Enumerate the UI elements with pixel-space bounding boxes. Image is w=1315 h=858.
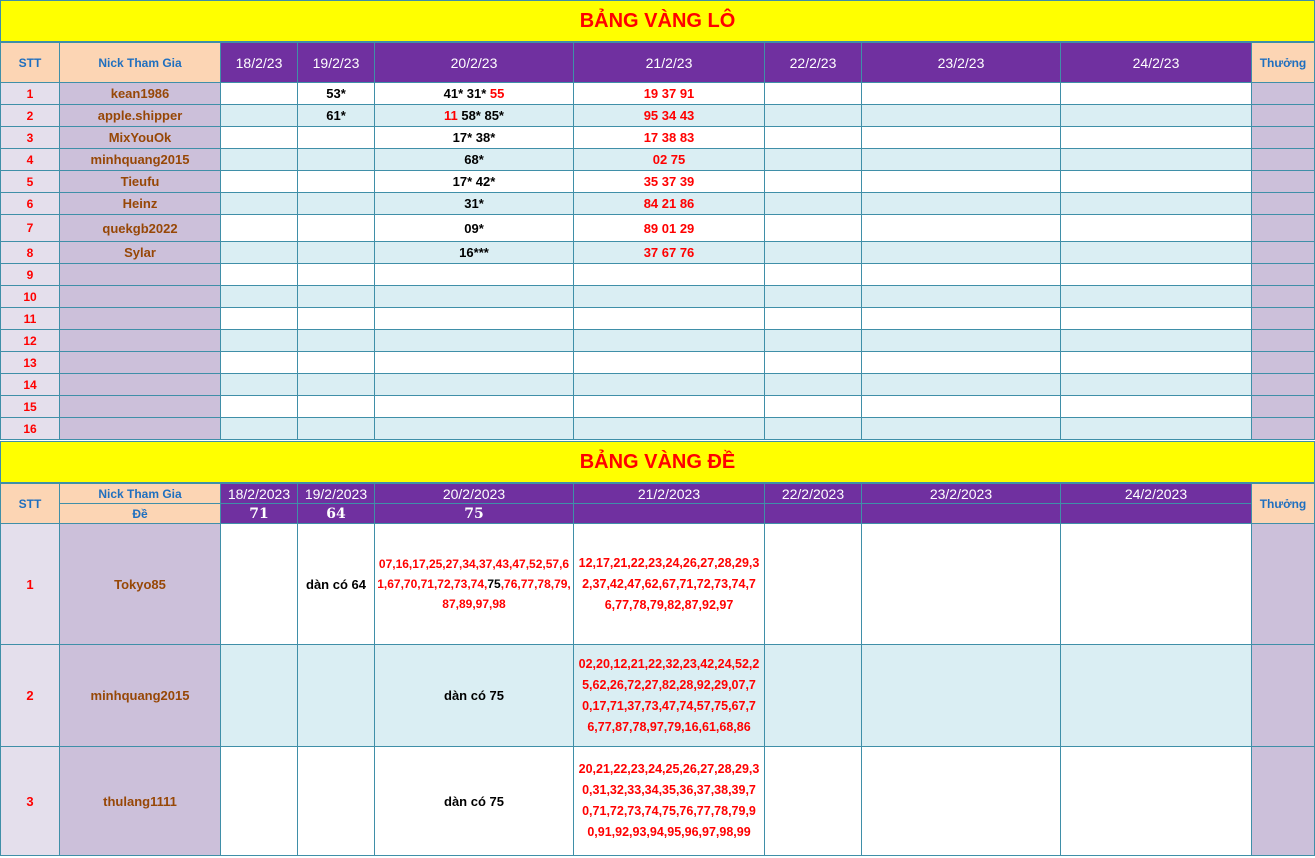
lo-cell-23 xyxy=(862,83,1061,105)
lo-table-row xyxy=(1,374,1315,396)
lo-cell-21 xyxy=(574,330,765,352)
de-number-list xyxy=(375,554,573,614)
lo-hit-number: 11 xyxy=(443,108,458,123)
lo-header-thuong: Thưởng xyxy=(1252,43,1315,83)
lo-cell-24 xyxy=(1061,215,1252,242)
lo-cell-22 xyxy=(765,127,862,149)
lo-cell-22 xyxy=(765,418,862,440)
lo-stt-cell: 11 xyxy=(1,308,60,330)
de-cell-18 xyxy=(221,747,298,856)
lo-cell-23 xyxy=(862,193,1061,215)
lo-thuong-cell xyxy=(1252,127,1315,149)
lo-cell-20 xyxy=(375,418,574,440)
de-result: 75 xyxy=(375,504,574,524)
lo-cell-22 xyxy=(765,308,862,330)
lo-thuong-cell xyxy=(1252,105,1315,127)
lo-nick-cell: kean1986 xyxy=(60,83,221,105)
lo-table-row xyxy=(1,171,1315,193)
lo-cell-24 xyxy=(1061,308,1252,330)
de-number-list-part: 07,16,17,25,27,34,37,43,47,52,57,61,67,70,71,72,73,74, xyxy=(377,557,570,591)
de-cell-23 xyxy=(862,747,1061,856)
de-header-stt: STT xyxy=(1,484,60,524)
lo-stt-cell: 2 xyxy=(1,105,60,127)
lo-cell-18 xyxy=(221,418,298,440)
de-header-date: 22/2/2023 xyxy=(765,484,862,504)
lo-title: BẢNG VÀNG LÔ xyxy=(579,9,736,32)
lo-table-row xyxy=(1,286,1315,308)
lo-cell-19 xyxy=(298,127,375,149)
lo-header-date: 24/2/23 xyxy=(1061,43,1252,83)
lo-cell-19 xyxy=(298,352,375,374)
lo-picks: 17* 38* xyxy=(452,130,496,145)
lo-cell-20 xyxy=(375,308,574,330)
lo-thuong-cell xyxy=(1252,418,1315,440)
lo-cell-23 xyxy=(862,330,1061,352)
lo-cell-18 xyxy=(221,352,298,374)
lo-cell-18 xyxy=(221,330,298,352)
lo-cell-21: 37 67 76 xyxy=(574,242,765,264)
de-result: 64 xyxy=(298,504,375,524)
lo-stt-cell: 12 xyxy=(1,330,60,352)
lo-thuong-cell xyxy=(1252,352,1315,374)
lo-header-date: 23/2/23 xyxy=(862,43,1061,83)
lo-table-row xyxy=(1,242,1315,264)
lo-cell-18 xyxy=(221,105,298,127)
lo-cell-24 xyxy=(1061,242,1252,264)
lo-cell-22 xyxy=(765,171,862,193)
lo-nick-cell: Tieufu xyxy=(60,171,221,193)
lo-nick-cell: minhquang2015 xyxy=(60,149,221,171)
lo-stt-cell: 6 xyxy=(1,193,60,215)
lo-cell-24 xyxy=(1061,171,1252,193)
lo-cell-20 xyxy=(375,352,574,374)
de-result: 71 xyxy=(221,504,298,524)
lo-cell-20 xyxy=(375,105,574,127)
lo-cell-21 xyxy=(574,308,765,330)
de-header-de-label: Đề xyxy=(60,504,221,524)
de-result xyxy=(765,504,862,524)
lo-cell-23 xyxy=(862,374,1061,396)
lo-cell-22 xyxy=(765,215,862,242)
lo-thuong-cell xyxy=(1252,149,1315,171)
lo-cell-22 xyxy=(765,83,862,105)
lo-thuong-cell xyxy=(1252,330,1315,352)
lo-stt-cell: 8 xyxy=(1,242,60,264)
de-number-list: 02,20,12,21,22,32,23,42,24,52,25,62,26,72,27,82,28,92,29,07,70,17,71,37,73,47,74,57,75,67,76,77,87,78,97,79,16,61,68,86 xyxy=(578,656,760,734)
lo-picks: 41* 31* xyxy=(443,86,490,101)
lo-cell-20 xyxy=(375,215,574,242)
lo-table-row xyxy=(1,418,1315,440)
lo-nick-cell xyxy=(60,396,221,418)
lo-nick-cell xyxy=(60,418,221,440)
lo-cell-19 xyxy=(298,242,375,264)
de-cell-21 xyxy=(574,524,765,645)
de-header-row xyxy=(1,484,1315,504)
lo-cell-22 xyxy=(765,374,862,396)
lo-cell-24 xyxy=(1061,83,1252,105)
de-stt-cell: 3 xyxy=(1,747,60,856)
lo-picks: 09* xyxy=(464,220,484,236)
lo-stt-cell: 14 xyxy=(1,374,60,396)
lo-nick-cell xyxy=(60,264,221,286)
lo-cell-19 xyxy=(298,396,375,418)
lo-header-date: 19/2/23 xyxy=(298,43,375,83)
de-header-date: 19/2/2023 xyxy=(298,484,375,504)
lo-thuong-cell xyxy=(1252,193,1315,215)
lo-cell-21: 19 37 91 xyxy=(574,83,765,105)
lo-stt-cell: 16 xyxy=(1,418,60,440)
de-cell-18 xyxy=(221,524,298,645)
de-cell-22 xyxy=(765,645,862,747)
lo-cell-23 xyxy=(862,127,1061,149)
lo-cell-18 xyxy=(221,215,298,242)
lo-table-row xyxy=(1,330,1315,352)
lo-cell-22 xyxy=(765,105,862,127)
lo-picks: 31* xyxy=(464,196,484,211)
lo-thuong-cell xyxy=(1252,264,1315,286)
lo-stt-cell: 15 xyxy=(1,396,60,418)
de-cell-23 xyxy=(862,524,1061,645)
lo-header-date: 22/2/23 xyxy=(765,43,862,83)
lo-cell-20 xyxy=(375,127,574,149)
lo-cell-19 xyxy=(298,171,375,193)
lo-cell-22 xyxy=(765,242,862,264)
de-stt-cell: 1 xyxy=(1,524,60,645)
lo-stt-cell: 9 xyxy=(1,264,60,286)
de-result xyxy=(1061,504,1252,524)
de-cell-21 xyxy=(574,747,765,856)
de-header-thuong: Thưởng xyxy=(1252,484,1315,524)
de-cell-24 xyxy=(1061,747,1252,856)
de-cell-20: dàn có 75 xyxy=(375,645,574,747)
de-nick-cell: Tokyo85 xyxy=(60,524,221,645)
lo-title-bar xyxy=(0,0,1315,42)
de-cell-19 xyxy=(298,645,375,747)
lo-cell-23 xyxy=(862,418,1061,440)
de-thuong-cell xyxy=(1252,524,1315,645)
de-cell-23 xyxy=(862,645,1061,747)
lo-cell-22 xyxy=(765,330,862,352)
lo-cell-19 xyxy=(298,193,375,215)
lo-cell-20 xyxy=(375,396,574,418)
lo-cell-21 xyxy=(574,396,765,418)
lo-cell-18 xyxy=(221,127,298,149)
lo-stt-cell: 5 xyxy=(1,171,60,193)
de-header-date: 21/2/2023 xyxy=(574,484,765,504)
lo-cell-20 xyxy=(375,264,574,286)
lo-nick-cell: quekgb2022 xyxy=(60,215,221,242)
lo-cell-21 xyxy=(574,264,765,286)
lo-cell-23 xyxy=(862,149,1061,171)
de-cell-20 xyxy=(375,524,574,645)
lo-nick-cell: apple.shipper xyxy=(60,105,221,127)
de-thuong-cell xyxy=(1252,747,1315,856)
lo-stt-cell: 3 xyxy=(1,127,60,149)
lo-cell-19 xyxy=(298,264,375,286)
lo-nick-cell: Heinz xyxy=(60,193,221,215)
lo-header-row xyxy=(1,43,1315,83)
lo-stt-cell: 4 xyxy=(1,149,60,171)
de-result xyxy=(862,504,1061,524)
de-cell-24 xyxy=(1061,645,1252,747)
lo-cell-20 xyxy=(375,83,574,105)
de-header-nick: Nick Tham Gia xyxy=(60,484,221,504)
lo-cell-23 xyxy=(862,264,1061,286)
lo-cell-18 xyxy=(221,286,298,308)
de-header-date: 24/2/2023 xyxy=(1061,484,1252,504)
lo-nick-cell xyxy=(60,330,221,352)
lo-header-nick: Nick Tham Gia xyxy=(60,43,221,83)
lo-cell-23 xyxy=(862,171,1061,193)
lo-cell-22 xyxy=(765,264,862,286)
lo-cell-21: 95 34 43 xyxy=(574,105,765,127)
lo-nick-cell: MixYouOk xyxy=(60,127,221,149)
lo-cell-21: 02 75 xyxy=(574,149,765,171)
lo-cell-18 xyxy=(221,242,298,264)
lo-nick-cell xyxy=(60,286,221,308)
lo-stt-cell: 7 xyxy=(1,215,60,242)
de-cell-19: dàn có 64 xyxy=(298,524,375,645)
de-number-list-part: ,76,77,78,79,87,89,97,98 xyxy=(442,577,571,611)
lo-cell-19 xyxy=(298,330,375,352)
lo-cell-23 xyxy=(862,352,1061,374)
de-result xyxy=(574,504,765,524)
lo-cell-24 xyxy=(1061,193,1252,215)
lo-cell-24 xyxy=(1061,105,1252,127)
lo-nick-cell xyxy=(60,308,221,330)
de-table-row xyxy=(1,524,1315,645)
lo-header-stt: STT xyxy=(1,43,60,83)
de-cell-20: dàn có 75 xyxy=(375,747,574,856)
de-table-row xyxy=(1,747,1315,856)
lo-cell-19 xyxy=(298,308,375,330)
lo-cell-24 xyxy=(1061,330,1252,352)
lo-cell-23 xyxy=(862,105,1061,127)
de-header-date: 18/2/2023 xyxy=(221,484,298,504)
lo-picks: 68* xyxy=(464,152,484,167)
lo-cell-22 xyxy=(765,396,862,418)
lo-cell-19 xyxy=(298,286,375,308)
lo-cell-23 xyxy=(862,308,1061,330)
lo-cell-21 xyxy=(574,374,765,396)
lo-cell-19 xyxy=(298,215,375,242)
de-stt-cell: 2 xyxy=(1,645,60,747)
de-cell-21 xyxy=(574,645,765,747)
de-nick-cell: thulang1111 xyxy=(60,747,221,856)
lo-cell-23 xyxy=(862,242,1061,264)
lo-cell-19: 53* xyxy=(298,83,375,105)
de-nick-cell: minhquang2015 xyxy=(60,645,221,747)
lo-table-row xyxy=(1,105,1315,127)
lo-header-date: 18/2/23 xyxy=(221,43,298,83)
lo-nick-cell xyxy=(60,352,221,374)
lo-cell-20 xyxy=(375,374,574,396)
de-table-row xyxy=(1,645,1315,747)
lo-cell-24 xyxy=(1061,127,1252,149)
lo-table-row xyxy=(1,149,1315,171)
lo-cell-18 xyxy=(221,374,298,396)
de-cell-19 xyxy=(298,747,375,856)
lo-nick-cell: Sylar xyxy=(60,242,221,264)
lo-cell-20 xyxy=(375,149,574,171)
lo-cell-21 xyxy=(574,418,765,440)
lo-cell-23 xyxy=(862,215,1061,242)
lo-stt-cell: 1 xyxy=(1,83,60,105)
lo-cell-21 xyxy=(574,286,765,308)
lo-cell-18 xyxy=(221,149,298,171)
lo-thuong-cell xyxy=(1252,242,1315,264)
de-number-list: 20,21,22,23,24,25,26,27,28,29,30,31,32,33,34,35,36,37,38,39,70,71,72,73,74,75,76,77,78,79,90,91,92,93,94,95,96,97,98,99 xyxy=(578,762,760,839)
de-header-date: 23/2/2023 xyxy=(862,484,1061,504)
lo-cell-20 xyxy=(375,171,574,193)
de-result-row xyxy=(1,504,1315,524)
lo-cell-24 xyxy=(1061,418,1252,440)
lo-cell-21: 35 37 39 xyxy=(574,171,765,193)
lo-cell-22 xyxy=(765,352,862,374)
lo-table-row xyxy=(1,308,1315,330)
de-table xyxy=(0,483,1315,856)
lo-thuong-cell xyxy=(1252,215,1315,242)
lo-cell-20 xyxy=(375,286,574,308)
lo-cell-24 xyxy=(1061,352,1252,374)
lo-cell-18 xyxy=(221,83,298,105)
lo-cell-19: 61* xyxy=(298,105,375,127)
de-cell-24 xyxy=(1061,524,1252,645)
de-hit-number: 75 xyxy=(487,577,501,591)
lo-cell-20 xyxy=(375,242,574,264)
de-title-bar xyxy=(0,441,1315,483)
lo-table-row xyxy=(1,264,1315,286)
de-cell-18 xyxy=(221,645,298,747)
lo-cell-24 xyxy=(1061,149,1252,171)
lo-cell-21 xyxy=(574,352,765,374)
lo-thuong-cell xyxy=(1252,374,1315,396)
lo-cell-24 xyxy=(1061,264,1252,286)
lo-table-row xyxy=(1,215,1315,242)
lo-cell-21: 89 01 29 xyxy=(574,215,765,242)
lo-header-date: 21/2/23 xyxy=(574,43,765,83)
lo-cell-18 xyxy=(221,396,298,418)
lo-cell-22 xyxy=(765,149,862,171)
lo-stt-cell: 13 xyxy=(1,352,60,374)
lo-cell-19 xyxy=(298,149,375,171)
lo-nick-cell xyxy=(60,374,221,396)
lo-thuong-cell xyxy=(1252,308,1315,330)
lo-cell-20 xyxy=(375,330,574,352)
lo-cell-23 xyxy=(862,286,1061,308)
de-cell-22 xyxy=(765,524,862,645)
lo-picks: 58* 85* xyxy=(457,108,504,123)
lo-cell-23 xyxy=(862,396,1061,418)
lo-cell-18 xyxy=(221,264,298,286)
lo-hit-number: 55 xyxy=(489,86,505,101)
lo-cell-22 xyxy=(765,286,862,308)
lo-cell-19 xyxy=(298,418,375,440)
lo-cell-19 xyxy=(298,374,375,396)
lo-cell-24 xyxy=(1061,374,1252,396)
lo-table-row xyxy=(1,352,1315,374)
lo-cell-24 xyxy=(1061,396,1252,418)
lo-thuong-cell xyxy=(1252,396,1315,418)
lo-cell-21: 84 21 86 xyxy=(574,193,765,215)
lo-picks: 16*** xyxy=(459,245,489,260)
lo-cell-21: 17 38 83 xyxy=(574,127,765,149)
lo-thuong-cell xyxy=(1252,286,1315,308)
lo-picks: 17* 42* xyxy=(452,174,496,189)
lo-table xyxy=(0,42,1315,440)
de-header-date: 20/2/2023 xyxy=(375,484,574,504)
lo-thuong-cell xyxy=(1252,83,1315,105)
lo-table-row xyxy=(1,193,1315,215)
lo-thuong-cell xyxy=(1252,171,1315,193)
de-number-list: 12,17,21,22,23,24,26,27,28,29,32,37,42,47,62,67,71,72,73,74,76,77,78,79,82,87,92,97 xyxy=(578,555,760,612)
lo-header-date: 20/2/23 xyxy=(375,43,574,83)
lo-cell-24 xyxy=(1061,286,1252,308)
lo-cell-20 xyxy=(375,193,574,215)
de-title: BẢNG VÀNG ĐỀ xyxy=(579,450,736,473)
lo-cell-18 xyxy=(221,193,298,215)
lo-stt-cell: 10 xyxy=(1,286,60,308)
de-cell-22 xyxy=(765,747,862,856)
lo-cell-22 xyxy=(765,193,862,215)
lo-cell-18 xyxy=(221,308,298,330)
lo-table-row xyxy=(1,396,1315,418)
lo-table-row xyxy=(1,127,1315,149)
de-thuong-cell xyxy=(1252,645,1315,747)
lo-table-row xyxy=(1,83,1315,105)
lo-cell-18 xyxy=(221,171,298,193)
